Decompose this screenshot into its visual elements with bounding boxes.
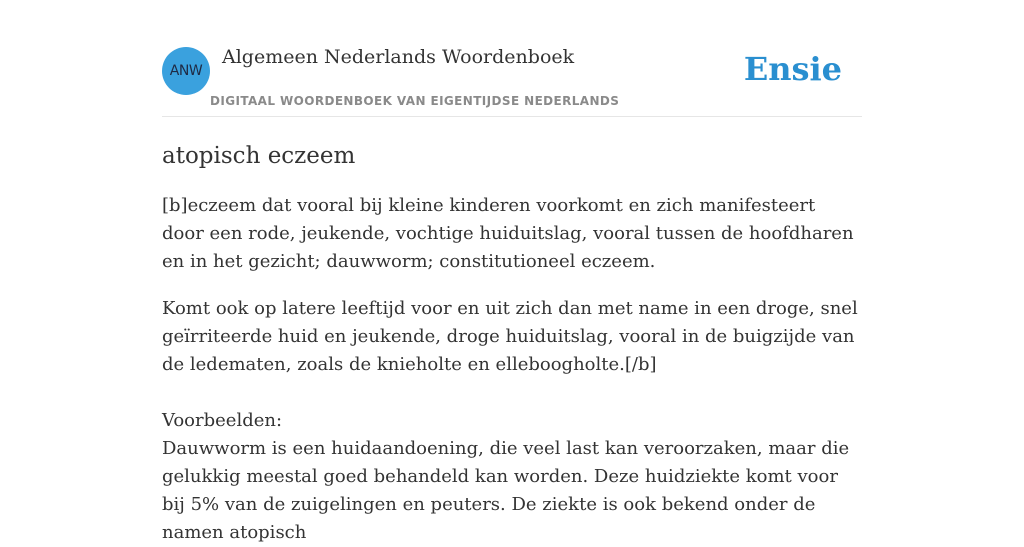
site-subtitle: DIGITAAL WOORDENBOEK VAN EIGENTIJDSE NEDERLANDS bbox=[210, 94, 620, 108]
anw-logo[interactable]: ANW bbox=[162, 47, 210, 95]
site-title[interactable]: Algemeen Nederlands Woordenboek bbox=[222, 46, 575, 68]
page bbox=[162, 0, 862, 547]
ensie-brand-link[interactable]: Ensie bbox=[743, 50, 842, 88]
examples-text: Dauwworm is een huidaandoening, die veel last kan veroorzaken, maar die gelukkig meestal goed behandeld kan worden. Deze huidziekte komt voor bij 5% van de zuigelingen en peuters. De ziekte is ook bekend onder de namen atopisch bbox=[162, 438, 850, 543]
examples-label: Voorbeelden: bbox=[162, 410, 283, 431]
definition-paragraph: [b]eczeem dat vooral bij kleine kinderen voorkomt en zich manifesteert door een rode, jeukende, vochtige huiduitslag, vooral tussen de hoofdharen en in het gezicht; dauwworm; constitutioneel eczeem. bbox=[162, 195, 854, 272]
definition-paragraph: Komt ook op latere leeftijd voor en uit zich dan met name in een droge, snel geïrriteerde huid en jeukende, droge huiduitslag, vooral in de buigzijde van de ledematen, zoals de knieholte en elleboogholte.[/b] bbox=[162, 298, 858, 375]
examples-section bbox=[162, 407, 862, 547]
entry-title: atopisch eczeem bbox=[162, 143, 356, 169]
site-header bbox=[162, 0, 862, 117]
